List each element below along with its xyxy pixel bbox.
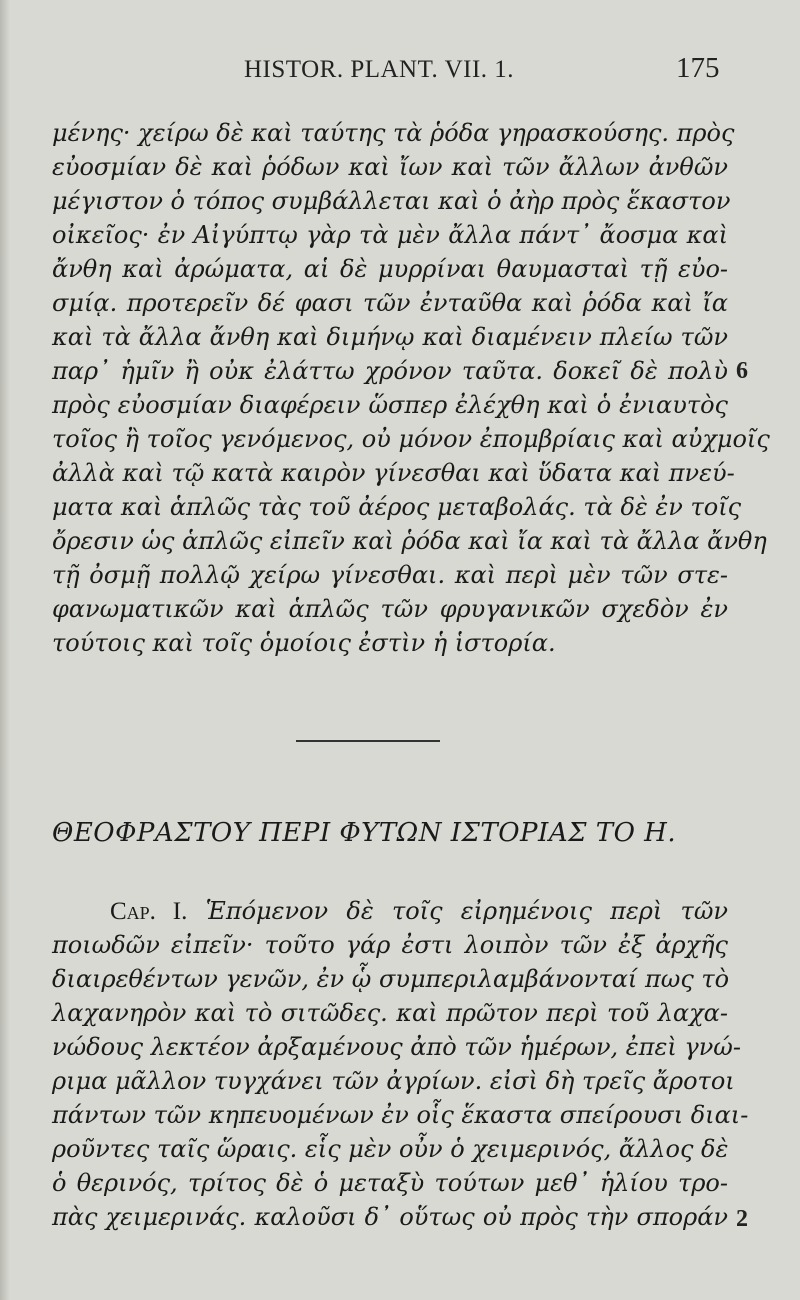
text-line: μέγιστον ὁ τόπος συμβάλλεται καὶ ὁ ἀὴρ πρὸς ἕκαστον (52, 187, 731, 215)
text-line: νώδους λεκτέον ἀρξαμένους ἀπὸ τῶν ἡμέρων, ἐπεὶ γνώ- (52, 1033, 741, 1061)
section-divider-rule (296, 740, 440, 742)
running-head: HISTOR. PLANT. VII. 1. (244, 56, 515, 83)
text-line: ματα καὶ ἁπλῶς τὰς τοῦ ἀέρος μεταβολάς. τὰ δὲ ἐν τοῖς (52, 493, 742, 521)
text-line: εὐοσμίαν δὲ καὶ ῥόδων καὶ ἴων καὶ τῶν ἄλλων ἀνθῶν (52, 153, 728, 181)
text-line: ἄνθη καὶ ἀρώματα, αἱ δὲ μυρρίναι θαυμασταὶ τῇ εὐο- (52, 255, 728, 283)
page-gutter-shadow (0, 0, 10, 1300)
text-line: πάντων τῶν κηπευομένων ἐν οἷς ἕκαστα σπείρουσι διαι- (52, 1101, 749, 1129)
text-line: τῇ ὀσμῇ πολλῷ χείρω γίνεσθαι. καὶ περὶ μὲν τῶν στε- (52, 561, 728, 589)
text-line: μένης· χείρω δὲ καὶ ταύτης τὰ ῥόδα γηρασκούσης. πρὸς (52, 119, 735, 147)
text-line: ριμα μᾶλλον τυγχάνει τῶν ἀγρίων. εἰσὶ δὴ τρεῖς ἄροτοι (52, 1067, 735, 1095)
chapter-label: Cap. I. (110, 898, 188, 925)
text-line: λαχανηρὸν καὶ τὸ σιτῶδες. καὶ πρῶτον περὶ τοῦ λαχα- (52, 999, 728, 1027)
page-number: 175 (676, 52, 720, 84)
text-line: τούτοις καὶ τοῖς ὁμοίοις ἐστὶν ἡ ἱστορία. (52, 629, 556, 657)
text-line: οἰκεῖος· ἐν Αἰγύπτῳ γὰρ τὰ μὲν ἄλλα πάντ᾽ ἄοσμα καὶ (52, 221, 728, 249)
text-line: πρὸς εὐοσμίαν διαφέρειν ὥσπερ ἐλέχθη καὶ ὁ ἐνιαυτὸς (52, 391, 728, 419)
text-line: ροῦντες ταῖς ὥραις. εἷς μὲν οὖν ὁ χειμερινός, ἄλλος δὲ (52, 1135, 729, 1163)
text-line: τοῖος ἢ τοῖος γενόμενος, οὐ μόνον ἐπομβρίαις καὶ αὐχμοῖς (52, 425, 770, 453)
text-line: πὰς χειμερινάς. καλοῦσι δ᾽ οὕτως οὐ πρὸς τὴν σποράν (52, 1203, 728, 1231)
text-line: διαιρεθέντων γενῶν, ἐν ᾧ συμπεριλαμβάνονταί πως τὸ (52, 965, 730, 993)
text-line: ὄρεσιν ὡς ἁπλῶς εἰπεῖν καὶ ῥόδα καὶ ἴα καὶ τὰ ἄλλα ἄνθη (52, 527, 767, 555)
chapter-first-line (110, 896, 728, 927)
margin-section-number: 6 (736, 358, 748, 384)
text-line: φανωματικῶν καὶ ἁπλῶς τῶν φρυγανικῶν σχεδὸν ἐν (52, 595, 728, 623)
text-line: ὁ θερινός, τρίτος δὲ ὁ μεταξὺ τούτων μεθ᾽ ἡλίου τρο- (52, 1169, 728, 1197)
text-line: ποιωδῶν εἰπεῖν· τοῦτο γάρ ἐστι λοιπὸν τῶν ἐξ ἀρχῆς (52, 931, 728, 959)
text-line: καὶ τὰ ἄλλα ἄνθη καὶ διμήνῳ καὶ διαμένειν πλείω τῶν (52, 323, 728, 351)
text-line: ἀλλὰ καὶ τῷ κατὰ καιρὸν γίνεσθαι καὶ ὕδατα καὶ πνεύ- (52, 459, 735, 487)
text-line: παρ᾽ ἡμῖν ἢ οὐκ ἐλάττω χρόνον ταῦτα. δοκεῖ δὲ πολὺ (52, 357, 728, 385)
margin-section-number: 2 (736, 1206, 748, 1232)
chapter-first-line-text: Ἑπόμενον δὲ τοῖς εἰρημένοις περὶ τῶν (205, 897, 728, 925)
book-title-heading: ΘΕΟΦΡΑΣΤΟΥ ΠΕΡΙ ΦΥΤΩΝ ΙΣΤΟΡΙΑΣ ΤΟ Η. (52, 818, 677, 848)
page-header (0, 50, 800, 90)
text-line: σμίᾳ. προτερεῖν δέ φασι τῶν ἐνταῦθα καὶ ῥόδα καὶ ἴα (52, 289, 728, 317)
